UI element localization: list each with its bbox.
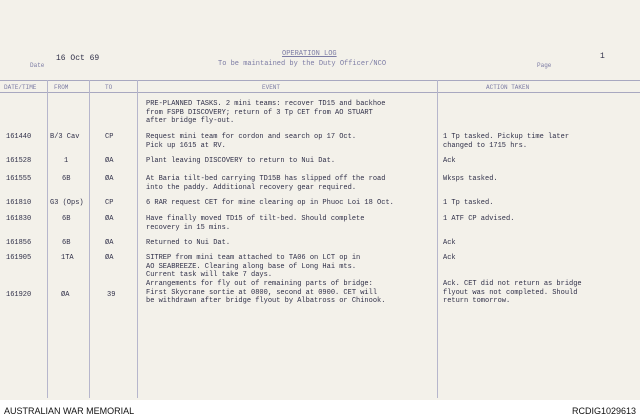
log-row-8: [0, 280, 640, 310]
row-to: ØA: [105, 157, 114, 165]
header-rule-top: [0, 80, 640, 81]
row-time: 161440: [6, 133, 32, 141]
row-to: ØA: [105, 215, 114, 223]
col-action-header: ACTION TAKEN: [486, 84, 530, 91]
log-row-0: [0, 100, 640, 130]
row-time: 161856: [6, 239, 32, 247]
log-title: OPERATION LOG: [282, 50, 337, 58]
row-time: 161920: [6, 291, 32, 299]
row-event: Have finally moved TD15 of tilt-bed. Should complete recovery in 15 mins.: [146, 215, 365, 232]
row-to: ØA: [105, 175, 114, 183]
row-time: 161528: [6, 157, 32, 165]
col-from-header: FROM: [54, 84, 69, 91]
row-to: CP: [105, 133, 114, 141]
row-event: Request mini team for cordon and search op 17 Oct. Pick up 1615 at RV.: [146, 133, 357, 150]
row-event: Returned to Nui Dat.: [146, 239, 231, 247]
row-time: 161810: [6, 199, 32, 207]
col-event-header: EVENT: [262, 84, 281, 91]
row-time: 161830: [6, 215, 32, 223]
row-time: 161905: [6, 254, 32, 262]
col-to-header: TO: [105, 84, 113, 91]
row-from: 1: [64, 157, 69, 165]
log-date: 16 Oct 69: [56, 54, 100, 63]
row-event: 6 RAR request CET for mine clearing op in Phuoc Loi 18 Oct.: [146, 199, 394, 207]
row-event: Arrangements for fly out of remaining parts of bridge: First Skycrane sortie at 0800, second at 0900. CET will be withdrawn after bridge flyout by Albatross or Chinook.: [146, 280, 386, 305]
row-from: 6B: [62, 239, 71, 247]
date-label: Date: [30, 62, 45, 69]
row-action: Ack: [443, 239, 456, 247]
row-event: SITREP from mini team attached to TA06 on LCT op in AO SEABREEZE. Clearing along base of Long Hai mts. Current task will take 7 days.: [146, 254, 361, 279]
row-to: ØA: [105, 239, 114, 247]
row-action: 1 Tp tasked.: [443, 199, 494, 207]
row-from: B/3 Cav: [50, 133, 80, 141]
row-to: CP: [105, 199, 114, 207]
row-to: ØA: [105, 254, 114, 262]
archive-name: AUSTRALIAN WAR MEMORIAL: [4, 406, 135, 416]
row-from: ØA: [61, 291, 70, 299]
row-event: At Baria tilt-bed carrying TD15B has slipped off the road into the paddy. Additional recovery gear required.: [146, 175, 386, 192]
row-action: 1 Tp tasked. Pickup time later changed to 1715 hrs.: [443, 133, 570, 150]
archive-footer: [0, 400, 640, 420]
header-rule-bottom: [0, 92, 640, 93]
row-action: Ack: [443, 254, 456, 262]
row-action: Ack. CET did not return as bridge flyout was not completed. Should return tomorrow.: [443, 280, 582, 305]
row-action: Wksps tasked.: [443, 175, 498, 183]
row-from: 6B: [62, 215, 71, 223]
row-action: 1 ATF CP advised.: [443, 215, 515, 223]
row-from: G3 (Ops): [50, 199, 84, 207]
page-label: Page: [537, 62, 552, 69]
page-number: 1: [600, 52, 605, 61]
row-time: 161555: [6, 175, 32, 183]
row-event: PRE-PLANNED TASKS. 2 mini teams: recover TD15 and backhoe from FSPB DISCOVERY; return of 3 Tp CET from AO STUART after bridge fly-out.: [146, 100, 386, 125]
row-from: 1TA: [61, 254, 74, 262]
row-event: Plant leaving DISCOVERY to return to Nui Dat.: [146, 157, 336, 165]
log-subtitle: To be maintained by the Duty Officer/NCO: [218, 60, 387, 68]
row-to: 39: [107, 291, 116, 299]
col-time-header: DATE/TIME: [4, 84, 37, 91]
row-from: 6B: [62, 175, 71, 183]
record-id: RCDIG1029613: [571, 406, 636, 416]
row-action: Ack: [443, 157, 456, 165]
